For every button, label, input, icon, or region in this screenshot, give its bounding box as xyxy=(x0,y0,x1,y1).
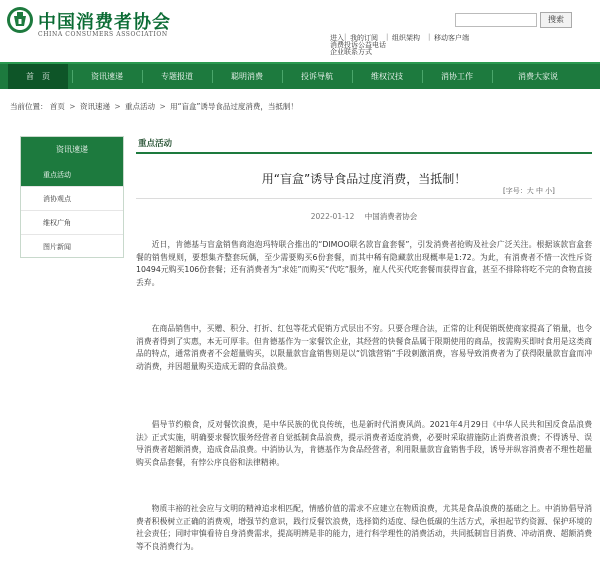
sidebar-item-rights-panorama[interactable]: 维权广角 xyxy=(21,211,123,235)
nav-item-news[interactable]: 资讯速递 xyxy=(91,72,123,81)
article-paragraph: 在商品销售中，买赠、积分、打折、红包等花式促销方式层出不穷。只要合理合法，正常的让利促销既使商家提高了销量，也令消费者得到了实惠，本无可厚非。但肯德基作为一家餐饮企业，其经营的快餐食品属于限期使用的商品，按需购买即时食用是这类商品的特点，通常消费者不会超量购买，以限量款盲盒销售则是以“饥饿营销”手段刺激消费，容易导致消费者为了获得限量款盲盒而冲动消费，并因超量购买造成无谓的食品浪费。 xyxy=(136,324,592,371)
quick-link-structure[interactable]: 组织架构 xyxy=(392,34,420,42)
cca-logo-icon[interactable] xyxy=(6,6,34,34)
section-tab-bar xyxy=(136,136,592,154)
article-source: 中国消费者协会 xyxy=(364,212,418,221)
search-input[interactable] xyxy=(455,13,537,27)
sidebar-heading: 资讯速递 xyxy=(21,137,123,163)
sidebar-item-key-events[interactable]: 重点活动 xyxy=(21,163,123,187)
quick-link-mobile-client[interactable]: 移动客户端 xyxy=(434,34,469,42)
section-tab-key-events: 重点活动 xyxy=(138,139,173,149)
sidebar-item-photo-news[interactable]: 图片新闻 xyxy=(43,243,71,251)
quick-link-enterprise-contact[interactable]: 企业联系方式 xyxy=(330,48,372,56)
nav-item-association-work[interactable]: 消协工作 xyxy=(441,72,473,81)
article-paragraph: 物质丰裕的社会应与文明的精神追求相匹配，情感价值的需求不应建立在物质浪费，尤其是食品浪费的基础之上。中消协倡导消费者积极树立正确的消费观，增强节约意识，践行反餐饮浪费，选择简约适度、绿色低碳的生活方式，承担起节约资源、保护环境的社会责任；同时审慎看待自身消费需求，提高明辨是非的能力，进行科学理性的消费活动，共同抵制盲目消费、冲动消费、超额消费等不良消费行为。 xyxy=(136,504,592,551)
sidebar-item-association-views[interactable]: 消协观点 xyxy=(21,187,123,211)
article-date: 2022-01-12 xyxy=(310,212,355,221)
nav-item-complaint-guide[interactable]: 投诉导航 xyxy=(301,72,333,81)
title-divider xyxy=(136,198,592,199)
main-nav xyxy=(0,62,600,89)
sidebar xyxy=(20,136,124,258)
quick-link-complaint-hotline[interactable]: 消费投诉公益电话 xyxy=(330,41,386,49)
article-meta xyxy=(136,211,592,222)
article-title: 用“盲盒”诱导食品过度消费，当抵制！ xyxy=(261,172,467,186)
quick-links: 进入 | 我的订阅 | 组织架构 | 移动客户端 消费投诉公益电话 企业联系方式 xyxy=(330,33,469,56)
nav-item-features[interactable]: 专题报道 xyxy=(161,72,193,81)
breadcrumb-home[interactable]: 首页 xyxy=(49,102,65,111)
font-size-control[interactable]: [字号：大 中 小] xyxy=(503,187,555,195)
breadcrumb: 当前位置： 首页 > 资讯速递 > 重点活动 > 用“盲盒”诱导食品过度消费，当抵制！ xyxy=(10,102,298,111)
search-button[interactable]: 搜索 xyxy=(540,12,572,28)
nav-item-consumer-voices[interactable]: 消费大家说 xyxy=(518,72,558,81)
quick-link-enter[interactable]: 进入 xyxy=(330,34,344,42)
site-logo-subtitle: CHINA CONSUMERS ASSOCIATION xyxy=(38,31,168,38)
breadcrumb-key-events[interactable]: 重点活动 xyxy=(125,102,156,111)
breadcrumb-news[interactable]: 资讯速递 xyxy=(79,102,110,111)
site-header xyxy=(0,0,600,56)
quick-link-subscription[interactable]: 我的订阅 xyxy=(350,34,378,42)
site-logo-title[interactable]: 中国消费者协会 xyxy=(38,12,171,33)
nav-item-home[interactable]: 首 页 xyxy=(8,64,68,89)
nav-item-rights-tips[interactable]: 维权汉技 xyxy=(371,72,403,81)
breadcrumb-label: 当前位置： xyxy=(10,102,48,111)
article-paragraph: 倡导节约粮食，反对餐饮浪费，是中华民族的优良传统，也是新时代消费风尚。2021年4月29日《中华人民共和国反食品浪费法》正式实施，明确要求餐饮服务经营者自觉抵制食品浪费，提示消费者适度消费，必要时采取措施防止消费者浪费；不得诱导、误导消费者超额消费，造成食品浪费。中消协认为，肯德基作为食品经营者，利用限量款盲盒销售手段，诱导并纵容消费者不理性超量购买食品套餐，有悖公序良俗和法律精神。 xyxy=(136,420,592,467)
nav-item-smart-consumption[interactable]: 聪明消费 xyxy=(231,72,263,81)
article-paragraph: 近日，肯德基与盲盒销售商泡泡玛特联合推出的“DIMOO联名款盲盒套餐”，引发消费者抢购及社会广泛关注。根据该款盲盒套餐的销售规则，要想集齐整套玩偶，至少需要购买6份套餐，而其中稀有隐藏款出现概率是1:72。为此，有消费者不惜一次性斥资10494元购买106份套餐；还有消费者为“求娃”而购买“代吃”服务，雇人代买代吃套餐而获得盲盒，甚至不排除将吃不完的食物直接丢弃。 xyxy=(136,240,592,287)
breadcrumb-current: 用“盲盒”诱导食品过度消费，当抵制！ xyxy=(170,102,298,111)
